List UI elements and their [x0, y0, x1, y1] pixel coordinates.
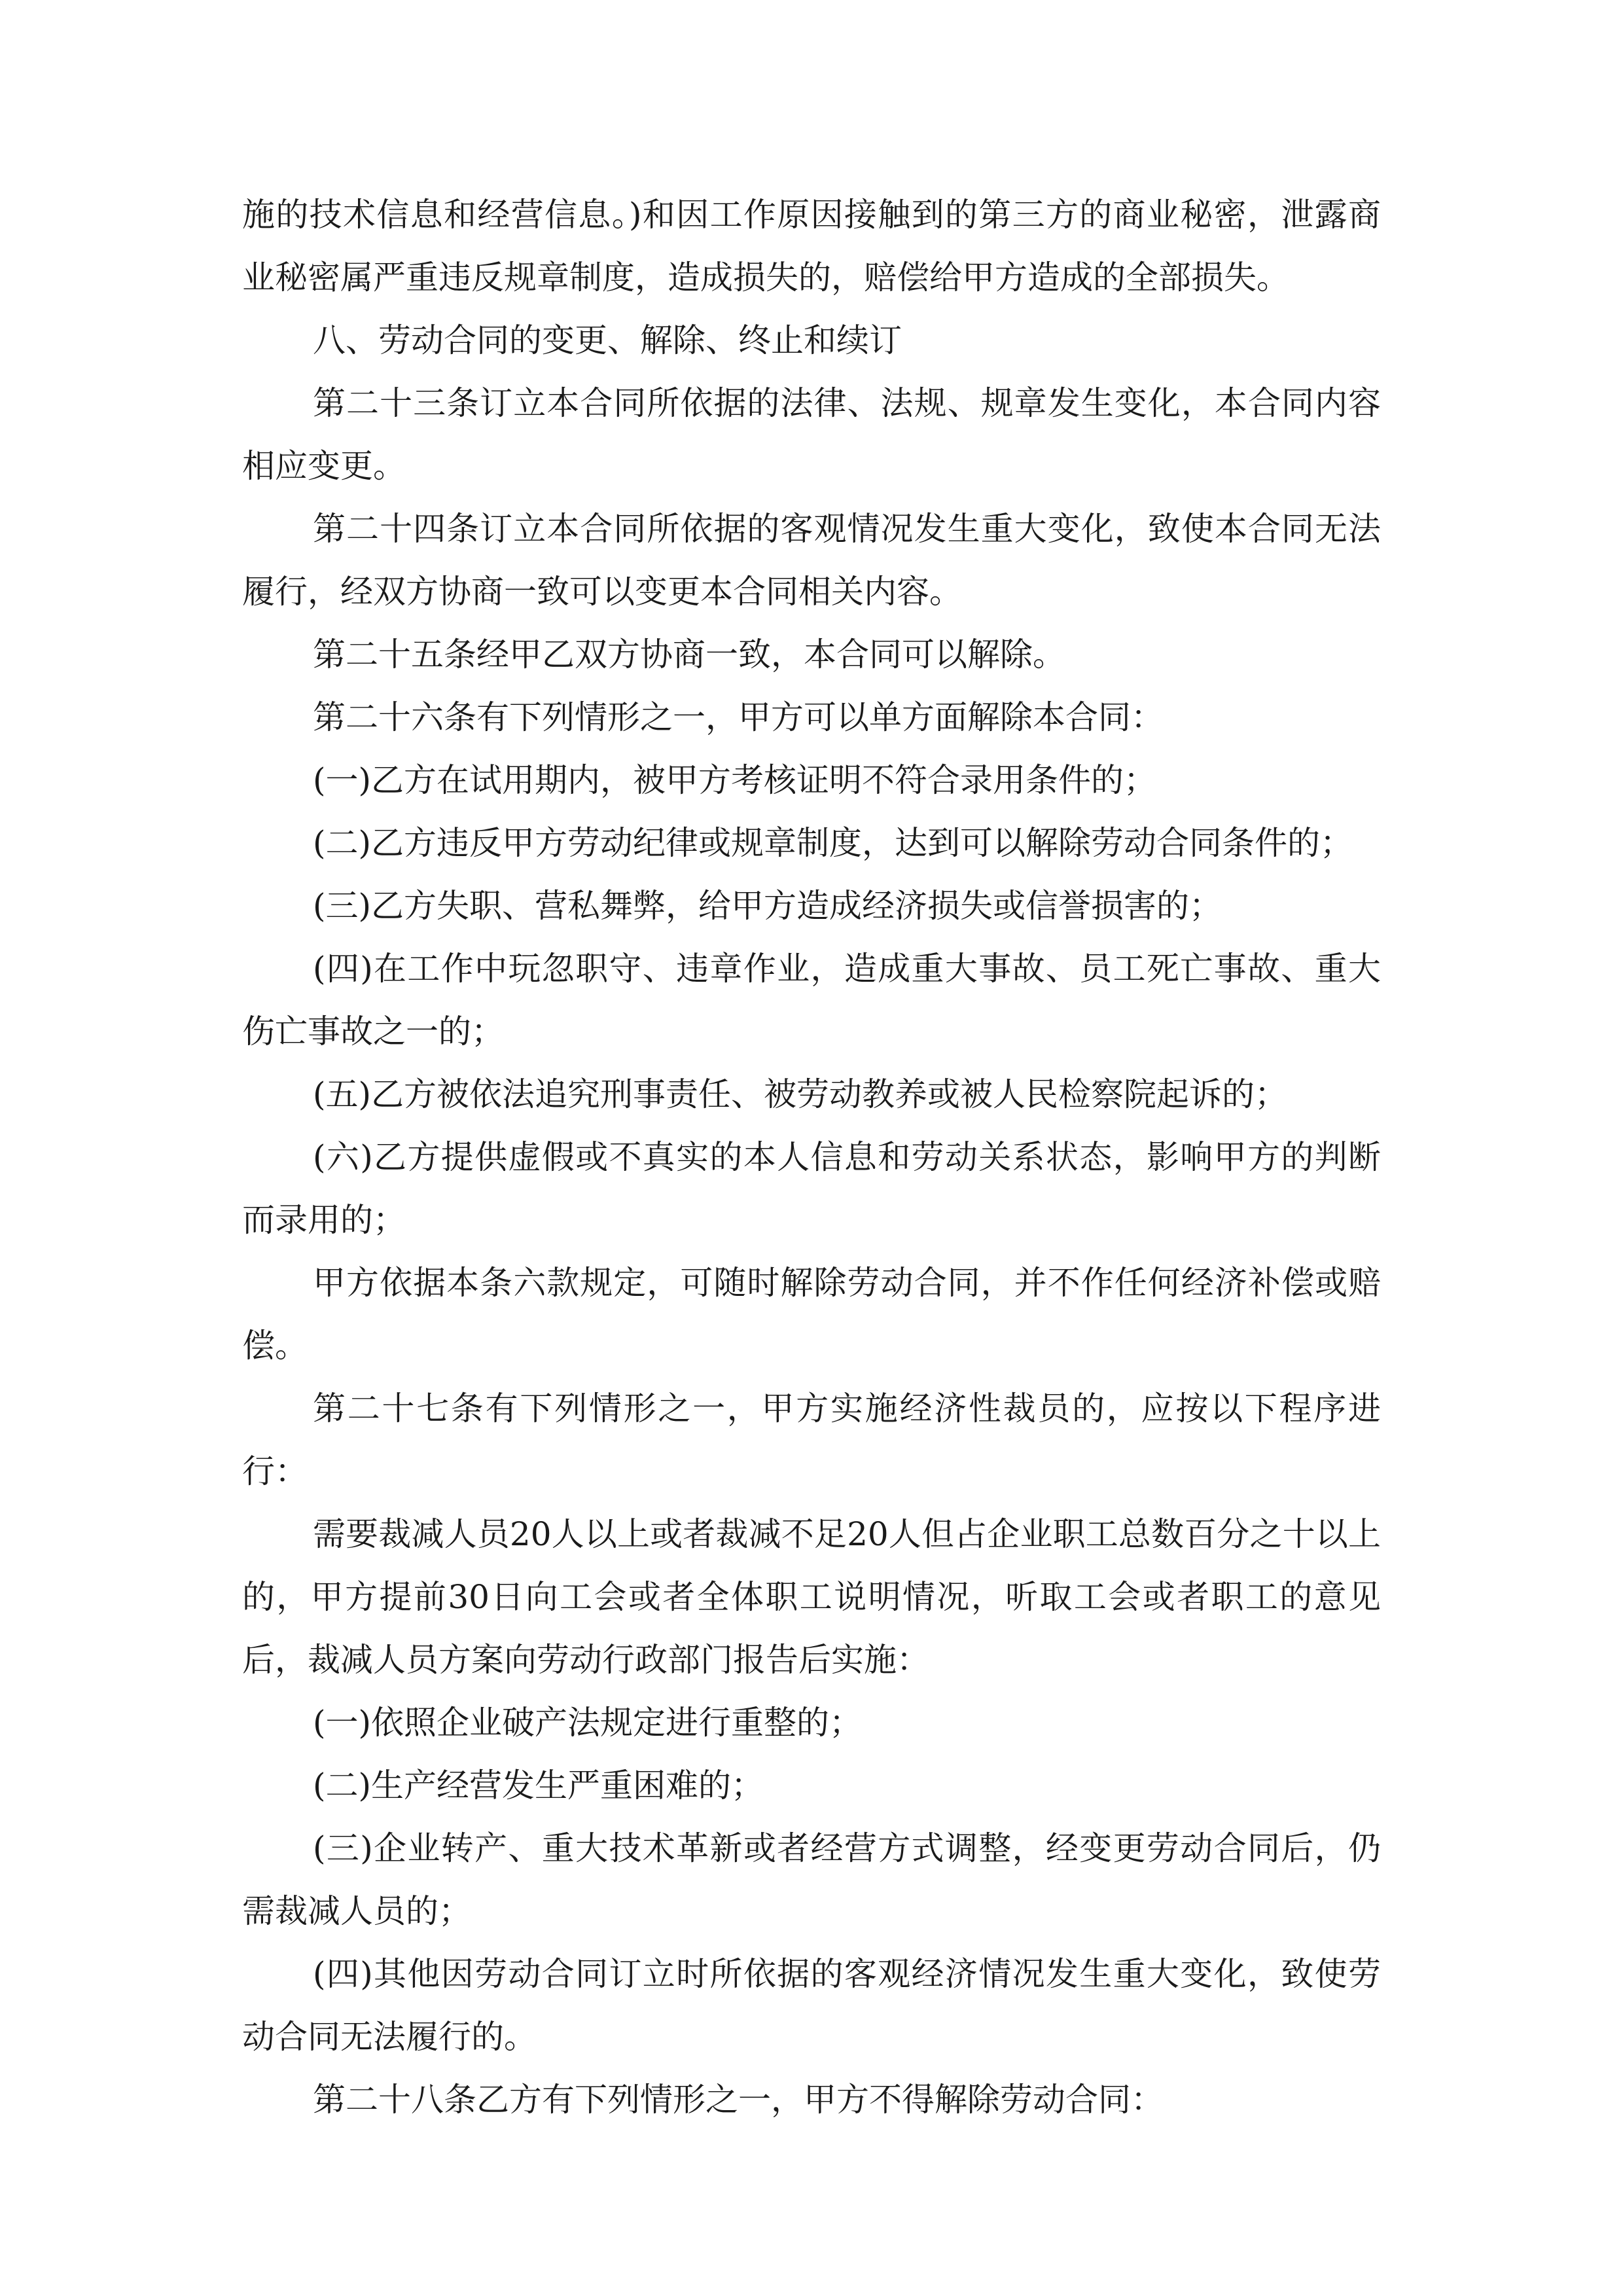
list-item: (三)乙方失职、营私舞弊，给甲方造成经济损失或信誉损害的； [313, 887, 1222, 925]
paragraph: 第二十八条乙方有下列情形之一，甲方不得解除劳动合同： [313, 2081, 1164, 2119]
paragraph: 需要裁减人员20人以上或者裁减不足20人但占企业职工总数百分之十以上的，甲方提前30日向工会或者全体职工说明情况，听取工会或者职工的意见后，裁减人员方案向劳动行政部门报告后实施： [242, 1515, 1381, 1679]
paragraph: 甲方依据本条六款规定，可随时解除劳动合同，并不作任何经济补偿或赔偿。 [242, 1264, 1381, 1365]
list-item: (三)企业转产、重大技术革新或者经营方式调整，经变更劳动合同后，仍需裁减人员的； [242, 1829, 1381, 1930]
document-body [242, 183, 1381, 2131]
list-item: (五)乙方被依法追究刑事责任、被劳动教养或被人民检察院起诉的； [313, 1075, 1288, 1113]
paragraph: 第二十五条经甲乙双方协商一致，本合同可以解除。 [313, 636, 1065, 673]
list-item: (一)依照企业破产法规定进行重整的； [313, 1704, 863, 1742]
list-item: (二)乙方违反甲方劳动纪律或规章制度，达到可以解除劳动合同条件的； [313, 824, 1353, 862]
paragraph: 施的技术信息和经营信息。)和因工作原因接触到的第三方的商业秘密，泄露商业秘密属严重违反规章制度，造成损失的，赔偿给甲方造成的全部损失。 [242, 196, 1381, 296]
paragraph: 第二十三条订立本合同所依据的法律、法规、规章发生变化，本合同内容相应变更。 [242, 384, 1381, 485]
list-item: (四)其他因劳动合同订立时所依据的客观经济情况发生重大变化，致使劳动合同无法履行的。 [242, 1955, 1381, 2056]
paragraph: 第二十七条有下列情形之一，甲方实施经济性裁员的，应按以下程序进行： [242, 1390, 1381, 1490]
paragraph: 第二十四条订立本合同所依据的客观情况发生重大变化，致使本合同无法履行，经双方协商一致可以变更本合同相关内容。 [242, 510, 1381, 611]
list-item: (四)在工作中玩忽职守、违章作业，造成重大事故、员工死亡事故、重大伤亡事故之一的； [242, 950, 1381, 1050]
list-item: (六)乙方提供虚假或不真实的本人信息和劳动关系状态，影响甲方的判断而录用的； [242, 1138, 1381, 1239]
paragraph: 第二十六条有下列情形之一，甲方可以单方面解除本合同： [313, 698, 1164, 736]
section-heading: 八、劳动合同的变更、解除、终止和续订 [313, 321, 902, 359]
list-item: (二)生产经营发生严重困难的； [313, 1767, 764, 1804]
list-item: (一)乙方在试用期内，被甲方考核证明不符合录用条件的； [313, 761, 1157, 799]
